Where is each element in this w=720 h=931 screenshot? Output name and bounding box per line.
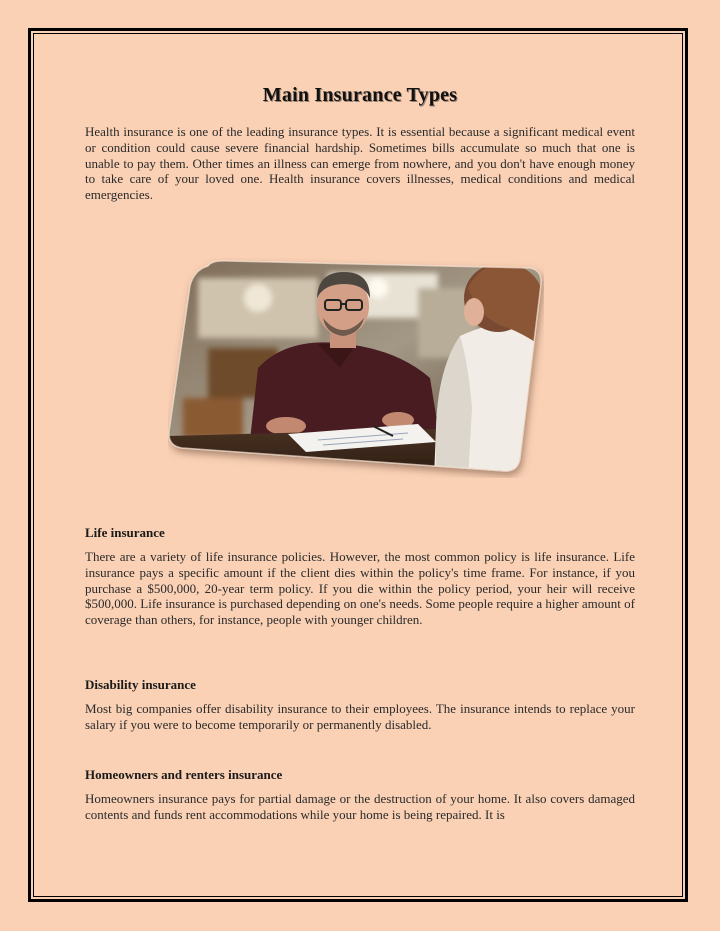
- section-life-insurance: [85, 525, 635, 628]
- document-body: [85, 82, 635, 822]
- section-paragraph: Homeowners insurance pays for partial damage or the destruction of your home. It also covers damaged contents and funds rent accommodations while your home is being repaired. It is: [85, 791, 635, 822]
- section-heading: Disability insurance: [85, 677, 196, 692]
- page-title: Main Insurance Types: [262, 84, 458, 106]
- consultation-photo: [168, 258, 544, 478]
- section-heading: Homeowners and renters insurance: [85, 767, 283, 782]
- section-paragraph: Most big companies offer disability insurance to their employees. The insurance intends to replace your salary if you were to become temporarily or permanently disabled.: [85, 701, 635, 732]
- section-homeowners-insurance: [85, 767, 635, 823]
- section-heading: Life insurance: [85, 525, 165, 540]
- section-disability-insurance: [85, 677, 635, 733]
- intro-paragraph: Health insurance is one of the leading insurance types. It is essential because a significant medical event or condition could cause severe financial hardship. Sometimes bills accumulate so much that one is unable to pay them. Other times an illness can emerge from nowhere, and you don't have enough money to take care of your loved one. Health insurance covers illnesses, medical conditions and medical emergencies.: [85, 124, 635, 203]
- section-paragraph: There are a variety of life insurance policies. However, the most common policy is life insurance. Life insurance pays a specific amount if the client dies within the policy's time frame. For instance, if you purchase a $500,000, 20-year term policy. If you die within the policy period, your heir will receive $500,000. Life insurance is purchased depending on one's needs. Some people require a higher amount of coverage than others, for instance, people with younger children.: [85, 549, 635, 628]
